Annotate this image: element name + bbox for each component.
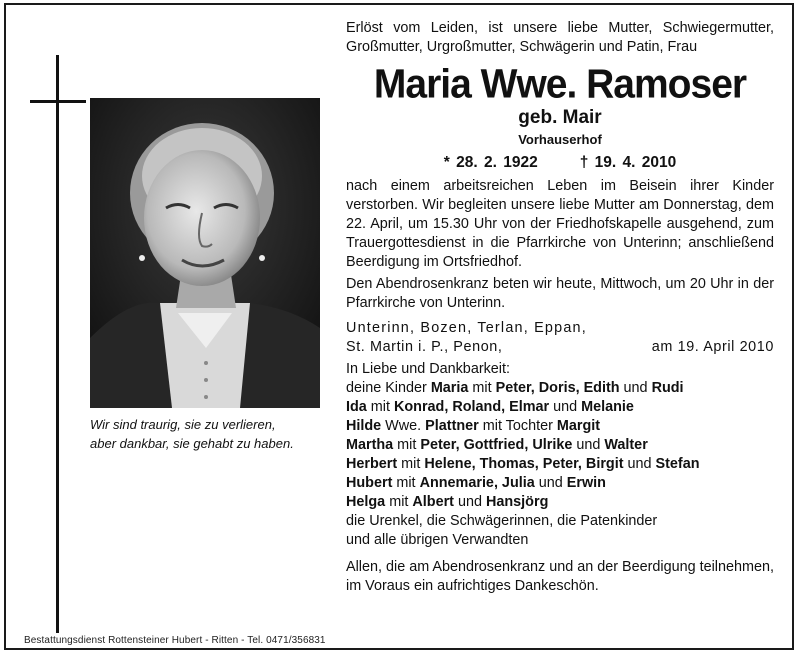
family-line: Herbert mit Helene, Thomas, Peter, Birgit und Stefan	[346, 456, 700, 472]
photo-caption	[90, 415, 330, 453]
caption-line: Wir sind traurig, sie zu verlieren,	[90, 417, 276, 432]
cross-icon-vertical	[56, 55, 59, 633]
rosary-details: Den Abendrosenkranz beten wir heute, Mittwoch, um 20 Uhr in der Pfarrkirche von Unterinn.	[346, 276, 774, 311]
family-line: Hilde Wwe. Plattner mit Tochter Margit	[346, 418, 601, 434]
birth-date: * 28. 2. 1922	[443, 154, 538, 171]
thanks-intro: In Liebe und Dankbarkeit:	[346, 361, 511, 377]
funeral-service-footer: Bestattungsdienst Rottensteiner Hubert - Ritten - Tel. 0471/356831	[24, 635, 326, 646]
family-line: die Urenkel, die Schwägerinnen, die Patenkinder	[346, 513, 658, 529]
places-line-1: Unterinn, Bozen, Terlan, Eppan,	[346, 320, 587, 336]
intro-text: Erlöst vom Leiden, ist unsere liebe Mutter, Schwiegermutter, Großmutter, Urgroßmutter, Schwägerin und Patin, Frau	[346, 20, 774, 55]
family-list	[346, 360, 774, 550]
family-line: Hubert mit Annemarie, Julia und Erwin	[346, 475, 606, 491]
family-line: und alle übrigen Verwandten	[346, 532, 529, 548]
life-dates	[346, 152, 774, 174]
obituary-notice	[4, 3, 794, 650]
places-line-2: St. Martin i. P., Penon,	[346, 339, 503, 355]
place-date-line	[346, 319, 774, 357]
family-line: deine Kinder Maria mit Peter, Doris, Edith und Rudi	[346, 380, 684, 396]
maiden-name: geb. Mair	[518, 107, 602, 128]
family-line: Helga mit Albert und Hansjörg	[346, 494, 549, 510]
deceased-name: Maria Wwe. Ramoser	[373, 61, 747, 108]
caption-line: aber dankbar, sie gehabt zu haben.	[90, 436, 294, 451]
funeral-details: nach einem arbeitsreichen Leben im Beisein ihrer Kinder verstorben. Wir begleiten unsere liebe Mutter am Donnerstag, dem 22. April, um 15.30 Uhr von der Friedhofskapelle ausgehend, zum Trauergottesdienst in die Pfarrkirche von Unterinn; anschließend Beerdigung im Ortsfriedhof.	[346, 178, 774, 270]
closing-thanks: Allen, die am Abendrosenkranz und an der Beerdigung teilnehmen, im Voraus ein aufrichtiges Dankeschön.	[346, 559, 775, 594]
cross-icon-horizontal	[30, 100, 86, 103]
portrait-photo	[90, 98, 320, 408]
family-line: Martha mit Peter, Gottfried, Ulrike und Walter	[346, 437, 648, 453]
date-of-notice: am 19. April 2010	[651, 339, 774, 355]
text-column	[346, 19, 774, 596]
farm-name: Vorhauserhof	[518, 132, 602, 147]
death-date: † 19. 4. 2010	[579, 154, 677, 171]
family-line: Ida mit Konrad, Roland, Elmar und Melanie	[346, 399, 634, 415]
